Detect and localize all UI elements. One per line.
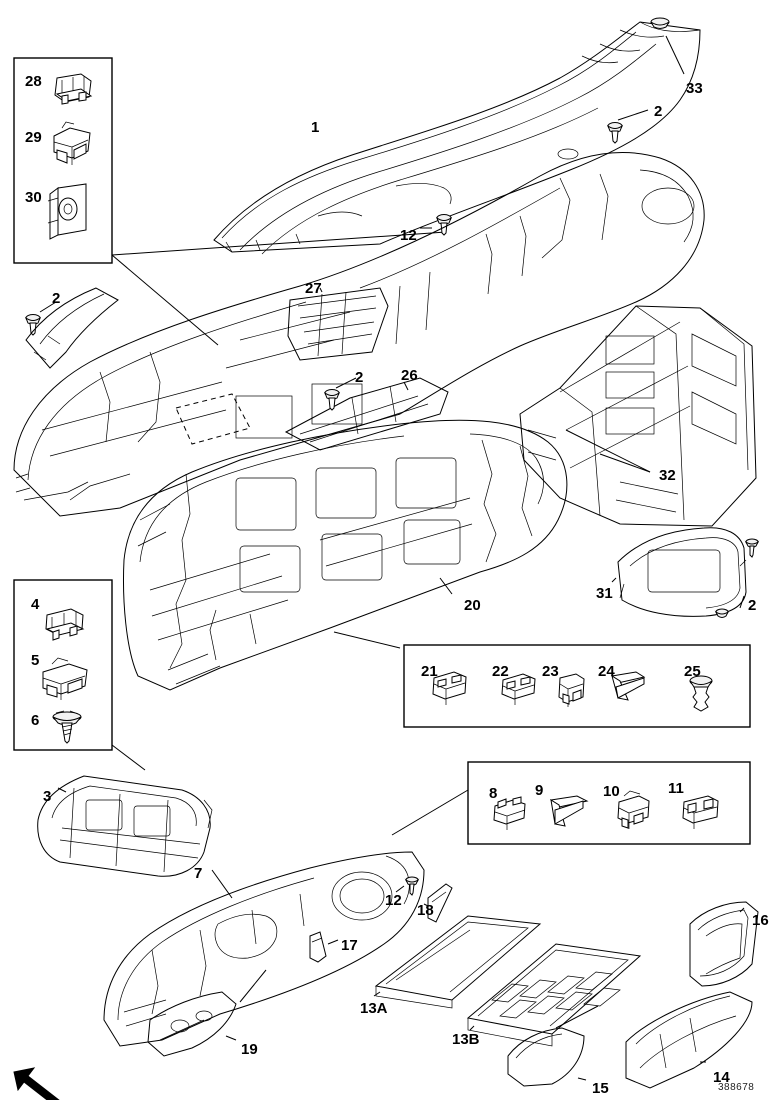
callout-32: 32 [659, 467, 676, 484]
callout-21: 21 [421, 663, 438, 680]
callout-14: 14 [713, 1069, 730, 1086]
drawing-part-code: 388678 [718, 1082, 755, 1093]
callout-10: 10 [603, 783, 620, 800]
callout-29: 29 [25, 129, 42, 146]
part-20-panel-carrier [124, 420, 567, 690]
callout-2-mid: 2 [355, 369, 364, 386]
upper-left-clip-box [14, 58, 446, 345]
callout-27: 27 [305, 280, 322, 297]
callout-18: 18 [417, 902, 434, 919]
part-13b-grille [468, 944, 640, 1046]
part-left-end-cap [26, 288, 118, 368]
callout-3: 3 [43, 788, 52, 805]
callout-16: 16 [752, 912, 769, 929]
part-32-hvac-module [520, 306, 756, 526]
part-14-trim-strip [626, 992, 752, 1088]
callout-13b: 13B [452, 1031, 480, 1048]
callout-1: 1 [311, 119, 320, 136]
callout-13a: 13A [360, 1000, 388, 1017]
callout-12-lower: 12 [385, 892, 402, 909]
part-16-vent [690, 902, 758, 986]
part-31-cluster-bezel [612, 528, 746, 617]
part-3-lower-reinforcement [38, 776, 212, 876]
part-33-fastener [651, 18, 684, 74]
callout-31: 31 [596, 585, 613, 602]
part-15-cover [508, 1028, 586, 1086]
direction-arrow [14, 1068, 64, 1100]
callout-19: 19 [241, 1041, 258, 1058]
callout-30: 30 [25, 189, 42, 206]
callout-26: 26 [401, 367, 418, 384]
callout-5: 5 [31, 652, 40, 669]
callout-20: 20 [464, 597, 481, 614]
callout-15: 15 [592, 1080, 609, 1097]
callout-8: 8 [489, 785, 498, 802]
callout-33: 33 [686, 80, 703, 97]
part-main-crossbeam [14, 152, 704, 516]
callout-9: 9 [535, 782, 544, 799]
callout-22: 22 [492, 663, 509, 680]
part-2-fastener-mid [325, 378, 356, 410]
callout-28: 28 [25, 73, 42, 90]
callout-4: 4 [31, 596, 40, 613]
callout-11: 11 [668, 780, 684, 797]
callout-2-left: 2 [52, 290, 61, 307]
part-2-fastener-top [608, 110, 648, 143]
callout-2-right: 2 [748, 597, 757, 614]
part-17-clip [310, 932, 338, 962]
callout-2-top: 2 [654, 103, 663, 120]
center-clip-box [404, 645, 750, 727]
callout-23: 23 [542, 663, 559, 680]
callout-17: 17 [341, 937, 358, 954]
part-13a-panel [374, 916, 540, 1008]
part-1-upper-pad [214, 22, 700, 254]
callout-24: 24 [598, 663, 615, 680]
part-26-bracket [286, 378, 448, 450]
callout-7: 7 [194, 865, 203, 882]
right-clip-box [392, 762, 750, 844]
callout-25: 25 [684, 663, 701, 680]
callout-6: 6 [31, 712, 40, 729]
callout-12-upper: 12 [400, 227, 417, 244]
